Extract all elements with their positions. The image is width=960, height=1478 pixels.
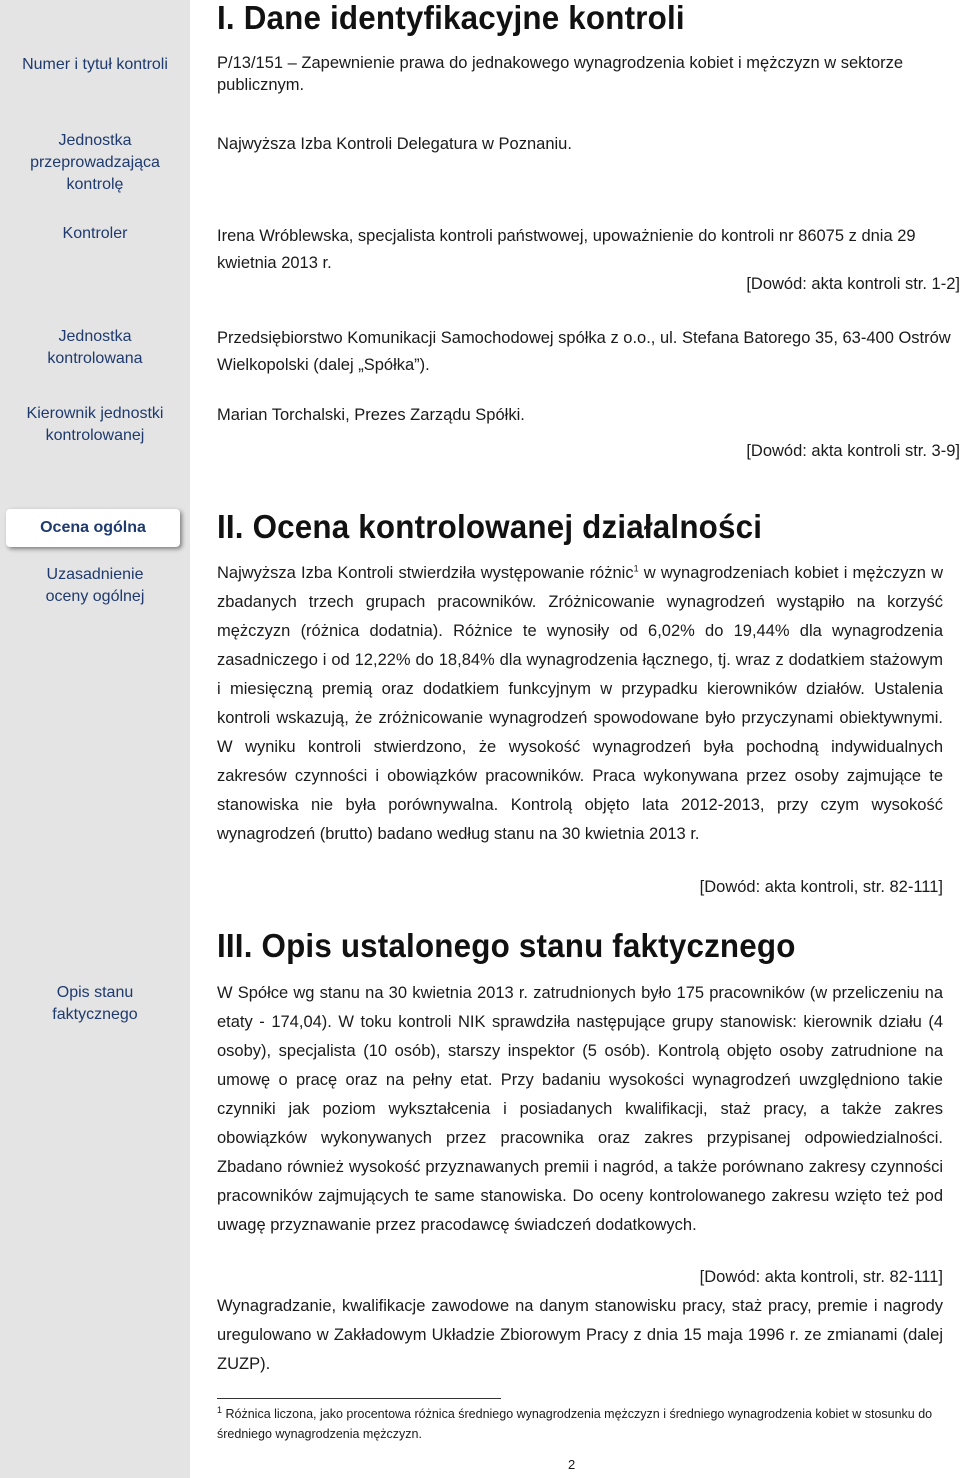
- kierownik-text: Marian Torchalski, Prezes Zarządu Spółki.: [217, 406, 525, 424]
- section-1-title: I. Dane identyfikacyjne kontroli: [217, 0, 685, 36]
- ocena-paragraph-rest: w wynagrodzeniach kobiet i mężczyzn w zbadanych trzech grupach pracowników. Zróżnicowanie wynagrodzeń wystąpiło na korzyść mężczyzn (różnica dodatnia). Różnice te wynosiły od 6,02% do 19,44% dla wynagrodzenia zasadniczego i od 12,22% do 18,84% dla wynagrodzenia łącznego, tj. wraz z dodatkiem stażowym i miesięczną premią oraz dodatkiem funkcyjnym w przypadku kierowników działów. Ustalenia kontroli wskazują, że zróżnicowanie wynagrodzeń spowodowane było przyczynami obiektywnymi. W wyniku kontroli stwierdzono, że wysokość wynagrodzeń była pochodną indywidualnych zakresów czynności i obowiązków pracowników. Praca wykonywana przez osoby zajmujące te stanowiska nie była porównywalna. Kontrolą objęto lata 2012-2013, przy czym wysokość wynagrodzeń (brutto) badano według stanu na 30 kwietnia 2013 r.: [217, 564, 943, 843]
- page-number: 2: [568, 1457, 576, 1472]
- jednostka-text: Najwyższa Izba Kontroli Delegatura w Poznaniu.: [217, 135, 572, 153]
- footnote-mark: 1: [217, 1404, 223, 1415]
- label-uzasadnienie: Uzasadnienie oceny ogólnej: [45, 566, 145, 605]
- label-jednostka-kontrolowana: Jednostka kontrolowana: [47, 328, 143, 367]
- footnote: [217, 1404, 944, 1444]
- section-2-title: II. Ocena kontrolowanej działalności: [217, 508, 763, 545]
- footnote-ref-1[interactable]: 1: [633, 563, 639, 574]
- evidence-ref-1: [Dowód: akta kontroli str. 1-2]: [746, 275, 960, 293]
- ocena-paragraph-start: Najwyższa Izba Kontroli stwierdziła występowanie różnic: [217, 564, 634, 582]
- evidence-ref-2: [Dowód: akta kontroli str. 3-9]: [746, 442, 960, 460]
- label-kontroler: Kontroler: [62, 225, 128, 242]
- label-numer-tytul: Numer i tytuł kontroli: [22, 56, 168, 73]
- footnote-separator: [217, 1398, 501, 1399]
- ocena-ogolna-box: Ocena ogólna: [6, 509, 180, 547]
- sidebar: [0, 0, 190, 1478]
- kontroler-text: Irena Wróblewska, specjalista kontroli państwowej, upoważnienie do kontroli nr 86075 z dnia 29 kwietnia 2013 r.: [217, 227, 916, 272]
- evidence-ref-4: [Dowód: akta kontroli, str. 82-111]: [699, 1268, 943, 1286]
- label-jednostka-przeprowadzajaca: Jednostka przeprowadzająca kontrolę: [30, 132, 160, 193]
- label-kierownik: Kierownik jednostki kontrolowanej: [26, 405, 164, 444]
- stan-faktyczny-paragraph-1: W Spółce wg stanu na 30 kwietnia 2013 r. zatrudnionych było 175 pracowników (w przeliczeniu na etaty - 174,04). W toku kontroli NIK sprawdziła następujące grupy stanowisk: kierownik działu (4 osoby), specjalista (10 osób), starszy inspektor (5 osób). Kontrolą objęto osoby zatrudnione na umowę o pracę oraz na pełny etat. Przy badaniu wysokości wynagrodzeń uwzględniono takie czynniki jak poziom wykształcenia i posiadanych kwalifikacji, staż pracy, a także zakres obowiązków wykonywanych przez pracownika oraz zakres przypisanej odpowiedzialności. Zbadano również wysokość przyznawanych premii i nagród, a także porównano zakresy czynności pracowników zajmujących te same stanowiska. Do oceny kontrolowanego zakresu wzięto też pod uwagę przyznawanie przez pracodawcę świadczeń dodatkowych.: [217, 984, 943, 1234]
- ocena-paragraph: [217, 559, 943, 849]
- stan-faktyczny-paragraph-2: Wynagradzanie, kwalifikacje zawodowe na danym stanowisku pracy, staż pracy, premie i nagrody uregulowano w Zakładowym Układzie Zbiorowym Pracy z dnia 15 maja 1996 r. ze zmianami (dalej ZUZP).: [217, 1297, 943, 1373]
- label-opis-stanu: Opis stanu faktycznego: [52, 984, 138, 1023]
- section-3-title: III. Opis ustalonego stanu faktycznego: [217, 927, 796, 964]
- kontrolowana-text: Przedsiębiorstwo Komunikacji Samochodowej spółka z o.o., ul. Stefana Batorego 35, 63-400 Ostrów Wielkopolski (dalej „Spółka”).: [217, 329, 951, 374]
- footnote-text: Różnica liczona, jako procentowa różnica średniego wynagrodzenia mężczyzn i średniego wynagrodzenia kobiet w stosunku do średniego wynagrodzenia mężczyzn.: [217, 1407, 933, 1441]
- evidence-ref-3: [Dowód: akta kontroli, str. 82-111]: [699, 878, 943, 896]
- numer-tytul-text: P/13/151 – Zapewnienie prawa do jednakowego wynagrodzenia kobiet i mężczyzn w sektorze publicznym.: [217, 54, 904, 94]
